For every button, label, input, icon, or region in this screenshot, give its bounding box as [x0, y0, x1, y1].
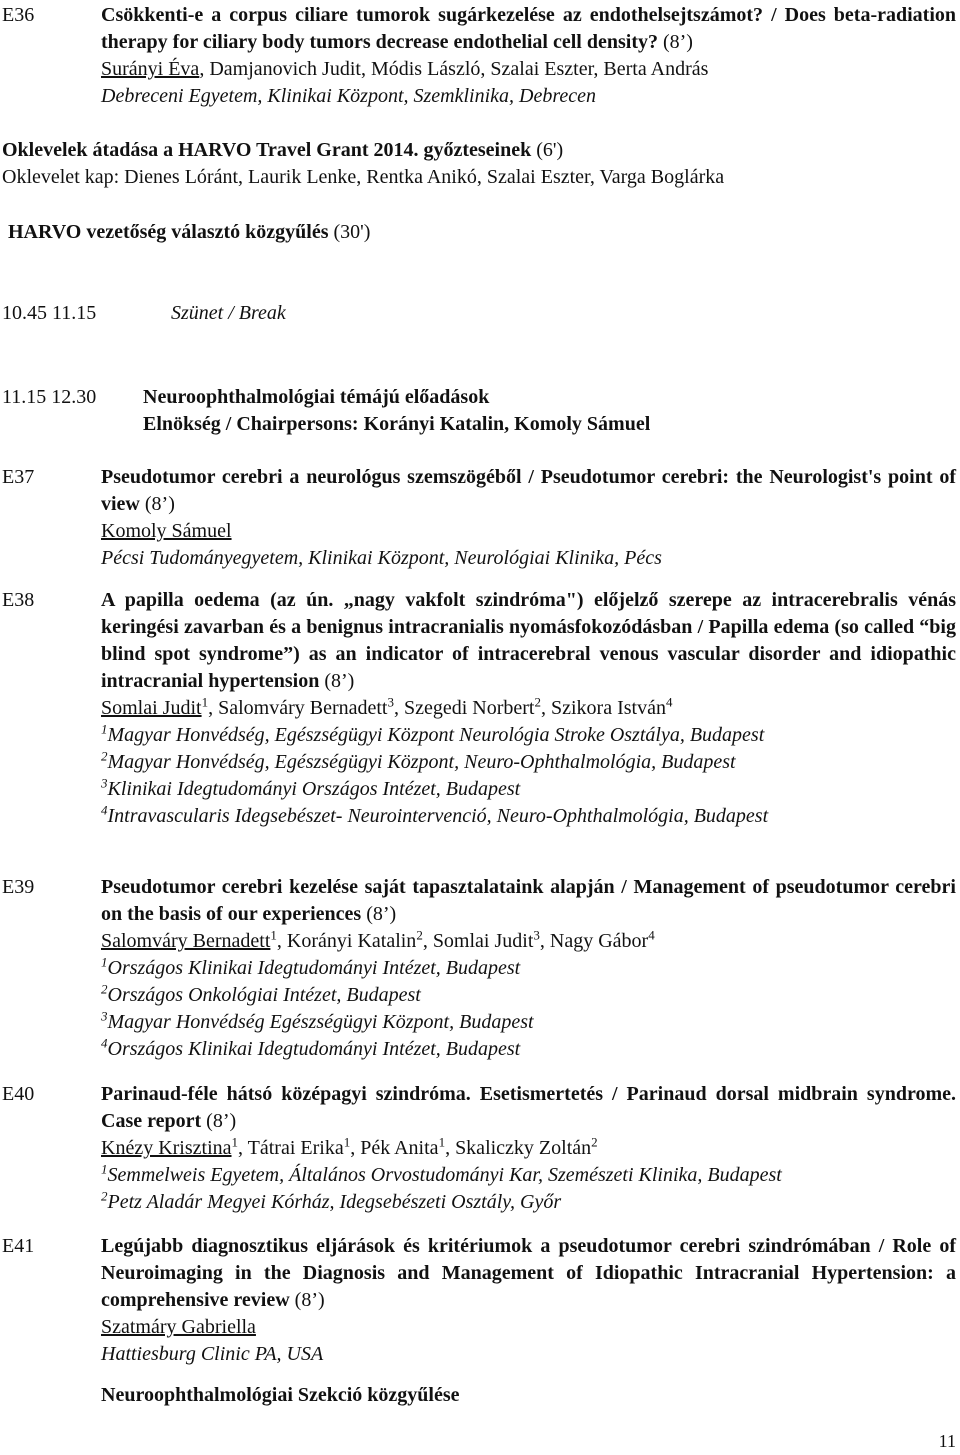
abstract-e36	[101, 2, 956, 110]
duration: (8’)	[294, 1289, 325, 1311]
page-number: 11	[938, 1431, 956, 1451]
author-list: Salomváry Bernadett$^1$, Korányi Katalin$^2$, Somlai Judit$^3$, Nagy Gábor$^4$	[101, 927, 655, 952]
author-list: Knézy Krisztina$^1$, Tátrai Erika$^1$, Pék Anita$^1$, Skaliczky Zoltán$^2$	[101, 1134, 598, 1159]
abstract-e38	[101, 587, 956, 830]
abstract-e37	[101, 464, 956, 572]
presenter-name: Knézy Krisztina	[101, 1137, 232, 1159]
affiliation: $^2$Petz Aladár Megyei Kórház, Idegsebészeti Osztály, Győr	[101, 1188, 562, 1213]
affiliation: Pécsi Tudományegyetem, Klinikai Központ, Neurológiai Klinika, Pécs	[101, 547, 662, 569]
affiliation: $^3$Klinikai Idegtudományi Országos Intézet, Budapest	[101, 775, 521, 800]
session-chairs: Elnökség / Chairpersons: Korányi Katalin, Komoly Sámuel	[143, 413, 651, 435]
abstract-title: Csökkenti-e a corpus ciliare tumorok sugárkezelése az endothelsejtszámot? / Does beta-radiation therapy for ciliary body tumors decrease endothelial cell density?	[101, 4, 956, 53]
affiliation: $^3$Magyar Honvédség Egészségügyi Központ, Budapest	[101, 1008, 534, 1033]
session-header	[143, 384, 650, 438]
abstract-title: A papilla oedema (az ún. „nagy vakfolt szindróma") előjelző szerepe az intracerebralis vénás keringési zavarban és a benignus intracranialis nyomásfokozódásban / Papilla edema (so called “big blind spot syndrome”) as an indicator of intracerebral venous vascular disorder and idiopathic intracranial hypertension	[101, 589, 956, 692]
award-title: Oklevelek átadása a HARVO Travel Grant 2014. győzteseinek	[2, 139, 532, 161]
affiliation: $^1$Magyar Honvédség, Egészségügyi Központ Neurológia Stroke Osztálya, Budapest	[101, 721, 765, 746]
break-time: 10.45 11.15	[2, 302, 97, 324]
break-label: Szünet / Break	[171, 302, 286, 324]
assembly-title: HARVO vezetőség választó közgyűlés	[8, 221, 329, 243]
abstract-e41	[101, 1233, 956, 1368]
abstract-code-e39: E39	[2, 876, 35, 898]
duration: (8’)	[366, 903, 397, 925]
session-title: Neuroophthalmológiai témájú előadások	[143, 386, 490, 408]
abstract-title: Parinaud-féle hátsó középagyi szindróma. Esetismertetés / Parinaud dorsal midbrain syndrome. Case report	[101, 1083, 956, 1132]
abstract-code-e40: E40	[2, 1083, 35, 1105]
affiliation: $^4$Országos Klinikai Idegtudományi Intézet, Budapest	[101, 1035, 521, 1060]
presenter-name: Komoly Sámuel	[101, 520, 232, 542]
affiliation: Debreceni Egyetem, Klinikai Központ, Szemklinika, Debrecen	[101, 85, 597, 107]
coauthors: , Damjanovich Judit, Módis László, Szalai Eszter, Berta András	[199, 58, 709, 80]
abstract-title: Pseudotumor cerebri a neurológus szemszögéből / Pseudotumor cerebri: the Neurologist's point of view	[101, 466, 956, 515]
duration: (30')	[333, 221, 371, 243]
presenter-name: Surányi Éva	[101, 58, 200, 80]
abstract-code-e37: E37	[2, 466, 35, 488]
author-list: Somlai Judit$^1$, Salomváry Bernadett$^3$, Szegedi Norbert$^2$, Szikora István$^4$	[101, 694, 673, 719]
affiliation: $^2$Országos Onkológiai Intézet, Budapest	[101, 981, 421, 1006]
presenter-name: Szatmáry Gabriella	[101, 1316, 256, 1338]
affiliation: $^1$Semmelweis Egyetem, Általános Orvostudományi Kar, Szemészeti Klinika, Budapest	[101, 1161, 782, 1186]
presenter-name: Somlai Judit	[101, 697, 202, 719]
abstract-title: Legújabb diagnosztikus eljárások és kritériumok a pseudotumor cerebri szindrómában / Role of Neuroimaging in the Diagnosis and Management of Idiopathic Intracranial Hypertension: a comprehensive review	[101, 1235, 956, 1311]
duration: (8’)	[324, 670, 355, 692]
award-block	[2, 137, 956, 191]
closing-assembly: Neuroophthalmológiai Szekció közgyűlése	[101, 1384, 460, 1406]
abstract-e39	[101, 874, 956, 1063]
duration: (6')	[536, 139, 564, 161]
abstract-e40	[101, 1081, 956, 1216]
presenter-name: Salomváry Bernadett	[101, 930, 271, 952]
abstract-code-e38: E38	[2, 589, 35, 611]
affiliation: $^2$Magyar Honvédség, Egészségügyi Központ, Neuro-Ophthalmológia, Budapest	[101, 748, 736, 773]
session-time: 11.15 12.30	[2, 386, 97, 408]
abstract-code-e36: E36	[2, 4, 35, 26]
duration: (8’)	[206, 1110, 237, 1132]
affiliation: Hattiesburg Clinic PA, USA	[101, 1343, 324, 1365]
affiliation: $^1$Országos Klinikai Idegtudományi Intézet, Budapest	[101, 954, 521, 979]
duration: (8’)	[662, 31, 693, 53]
affiliation: $^4$Intravascularis Idegsebészet- Neurointervenció, Neuro-Ophthalmológia, Budapest	[101, 802, 769, 827]
abstract-code-e41: E41	[2, 1235, 35, 1257]
abstract-title: Pseudotumor cerebri kezelése saját tapasztalataink alapján / Management of pseudotumor cerebri on the basis of our experiences	[101, 876, 956, 925]
award-recipients: Oklevelet kap: Dienes Lóránt, Laurik Lenke, Rentka Anikó, Szalai Eszter, Varga Boglárka	[2, 166, 725, 188]
duration: (8’)	[144, 493, 175, 515]
assembly-block	[8, 219, 370, 246]
